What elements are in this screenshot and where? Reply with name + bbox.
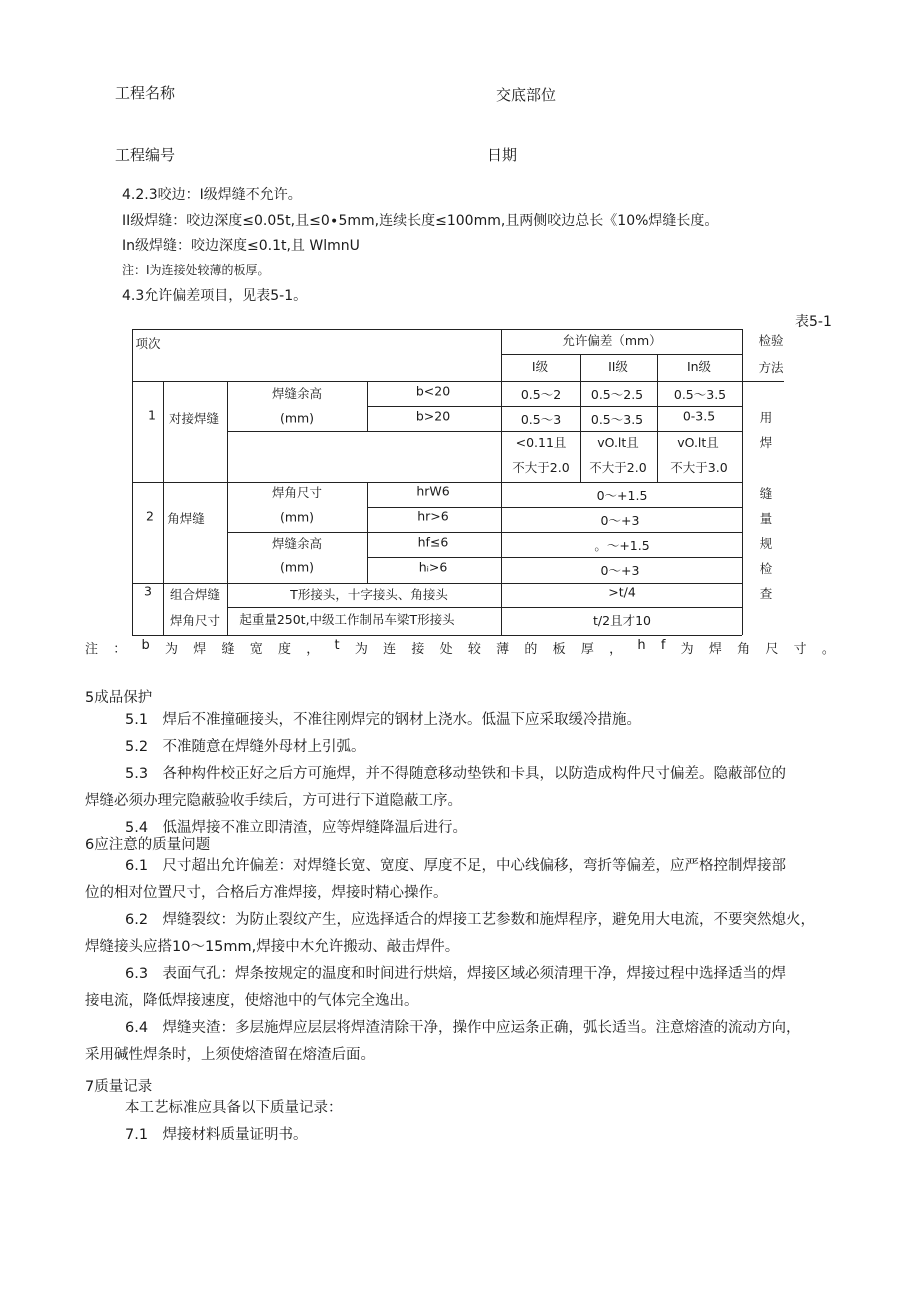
method-char-1: 用 xyxy=(759,410,773,425)
table-note-char: 寸 xyxy=(793,642,807,657)
clause-4-3-line: 4.3允许偏差项目，见表5-1。 xyxy=(122,288,308,304)
method-char-3: 缝 xyxy=(759,486,773,501)
table-note-char: 为 xyxy=(680,642,694,657)
section-6-body xyxy=(85,853,840,1069)
th-grade-3: In级 xyxy=(686,359,712,374)
r3-no: 3 xyxy=(144,583,152,599)
table-note-char: 较 xyxy=(467,642,481,657)
table-note-char: 处 xyxy=(439,642,453,657)
table-note-char: 为 xyxy=(354,642,368,657)
table-note-char: ， xyxy=(306,642,320,657)
table-note-char: 角 xyxy=(737,642,751,657)
handover-part-label: 交底部位 xyxy=(496,86,557,104)
section-5-body xyxy=(85,707,840,842)
r2-c1: hrW6 xyxy=(416,483,450,499)
table-note-char: f xyxy=(660,638,666,653)
section-5-2: 5.2 不准随意在焊缝外母材上引弧。 xyxy=(125,739,366,755)
r2-sub2a: 焊缝余高 xyxy=(271,536,323,551)
r1-c3-bot2: 不大于2.0 xyxy=(589,460,647,475)
th-item: 项次 xyxy=(135,336,161,351)
project-number-label: 工程编号 xyxy=(115,146,176,164)
r3-c2-v: t/2且才10 xyxy=(593,613,651,628)
table-note xyxy=(85,638,835,657)
table-note-char: 。 xyxy=(821,642,835,657)
clause-4-2-3-line1: 4.2.3咬边：I级焊缝不允许。 xyxy=(122,187,302,203)
method-char-7: 查 xyxy=(759,586,773,601)
table-note-char: t xyxy=(334,638,340,653)
table-note-char: 为 xyxy=(165,642,179,657)
table-note-char: 缝 xyxy=(221,642,235,657)
section-6-4a: 6.4 焊缝夹渣：多层施焊应层层将焊渣清除干净，操作中应运条正确，弧长适当。注意熔渣的流动方向， xyxy=(125,1020,801,1036)
method-char-2: 焊 xyxy=(759,435,773,450)
r1-c2-v2: 0.5～3.5 xyxy=(590,412,644,427)
section-5-4: 5.4 低温焊接不准立即清渣，应等焊缝降温后进行。 xyxy=(125,820,468,836)
r1-c2-v1: 0.5～3 xyxy=(520,412,562,427)
r1-no: 1 xyxy=(148,407,156,423)
table-note-char: b xyxy=(141,638,150,653)
r3-name2: 焊角尺寸 xyxy=(169,613,221,628)
table-note-char: ， xyxy=(609,642,623,657)
section-6-4b: 采用碱性焊条时，上须使熔渣留在熔渣后面。 xyxy=(85,1047,375,1063)
r3-c2: 起重量250t,中级工作制吊车梁T形接头 xyxy=(239,612,455,627)
section-7-intro: 本工艺标准应具备以下质量记录： xyxy=(125,1100,343,1116)
project-name-label: 工程名称 xyxy=(115,84,176,102)
r2-sub1a: 焊角尺寸 xyxy=(271,485,323,500)
r1-c2: b>20 xyxy=(415,408,451,424)
r2-name: 角焊缝 xyxy=(167,511,205,526)
table-note-char: 焊 xyxy=(708,642,722,657)
r3-c1-v: >t∕4 xyxy=(608,584,636,600)
section-6-1a: 6.1 尺寸超出允许偏差：对焊缝长宽、宽度、厚度不足，中心线偏移，弯折等偏差，应严格控制焊接部 xyxy=(125,858,787,874)
section-6-3b: 接电流，降低焊接速度，使熔池中的气体完全逸出。 xyxy=(85,993,419,1009)
r1-name: 对接焊缝 xyxy=(168,411,220,426)
r1-c2-v3: 0-3.5 xyxy=(682,408,716,424)
table-note-char: 尺 xyxy=(765,642,779,657)
r2-c4-v: 0～+3 xyxy=(600,563,640,578)
section-6-2a: 6.2 焊缝裂纹：为防止裂纹产生，应选择适合的焊接工艺参数和施焊程序，避免用大电流，不要突然熄火， xyxy=(125,912,816,928)
table-note-char: ： xyxy=(113,642,127,657)
section-5-3a: 5.3 各种构件校正好之后方可施焊，并不得随意移动垫铁和卡具，以防造成构件尺寸偏差。隐蔽部位的 xyxy=(125,766,787,782)
section-6-2b: 焊缝接头应搭10～15mm,焊接中木允许搬动、敲击焊件。 xyxy=(85,939,460,955)
th-check-1: 检验 xyxy=(758,333,784,348)
r1-c3-bot3: 不大于3.0 xyxy=(670,460,728,475)
table-note-char: 注 xyxy=(85,642,99,657)
r1-c1-v1: 0.5～2 xyxy=(520,387,562,402)
date-label: 日期 xyxy=(487,146,518,164)
clause-4-2-3-note: 注：I为连接处较薄的板厚。 xyxy=(122,263,270,277)
r1-c3-top2: vO.lt且 xyxy=(597,435,639,450)
section-6-3a: 6.3 表面气孔：焊条按规定的温度和时间进行烘焙，焊接区域必须清理干净，焊接过程中选择适当的焊 xyxy=(125,966,787,982)
table-note-char: 焊 xyxy=(193,642,207,657)
section-6-1b: 位的相对位置尺寸，合格后方准焊接，焊接时精心操作。 xyxy=(85,885,448,901)
section-5-title: 5成品保护 xyxy=(85,690,153,706)
r2-c2-v: 0～+3 xyxy=(600,513,640,528)
r1-c3-top1: <0.11且 xyxy=(515,435,567,450)
table-note-char: 薄 xyxy=(496,642,510,657)
section-6-title: 6应注意的质量问题 xyxy=(85,837,211,853)
r3-c1: T形接头，十字接头、角接头 xyxy=(290,587,448,602)
table-caption: 表5-1 xyxy=(795,314,832,330)
table-note-char: h xyxy=(637,638,646,653)
r2-sub2b: (mm) xyxy=(279,559,315,575)
r1-c3-top3: vO.lt且 xyxy=(677,435,719,450)
r2-c4: hᵢ>6 xyxy=(418,559,448,575)
r2-no: 2 xyxy=(146,508,154,524)
table-note-char: 接 xyxy=(411,642,425,657)
section-7-1: 7.1 焊接材料质量证明书。 xyxy=(125,1127,308,1143)
r2-c2: hr>6 xyxy=(417,508,449,524)
r1-c1-v2: 0.5～2.5 xyxy=(590,387,644,402)
r2-c3: hf≤6 xyxy=(417,534,449,550)
table-note-char: 度 xyxy=(278,642,292,657)
th-grade-2: II级 xyxy=(608,359,628,374)
table-note-char: 板 xyxy=(552,642,566,657)
th-allowed-deviation: 允许偏差（mm） xyxy=(562,333,662,348)
r1-sub1: 焊缝余高 xyxy=(271,386,323,401)
r2-c3-v: 。～+1.5 xyxy=(594,538,650,553)
table-note-char: 的 xyxy=(524,642,538,657)
section-5-1: 5.1 焊后不准撞砸接头，不准往刚焊完的钢材上浇水。低温下应采取缓冷措施。 xyxy=(125,712,642,728)
section-7-title: 7质量记录 xyxy=(85,1079,153,1095)
r2-c1-v: 0～+1.5 xyxy=(596,488,648,503)
method-char-6: 检 xyxy=(759,561,773,576)
th-check-2: 方法 xyxy=(758,360,784,375)
r3-name1: 组合焊缝 xyxy=(169,587,221,602)
r1-c1: b<20 xyxy=(415,383,451,399)
table-note-char: 宽 xyxy=(249,642,263,657)
r1-c3-bot1: 不大于2.0 xyxy=(512,460,570,475)
r2-sub1b: (mm) xyxy=(279,509,315,525)
r1-c1-v3: 0.5～3.5 xyxy=(673,387,727,402)
clause-4-2-3-line2: II级焊缝：咬边深度≤0.05t,且≤0∙5mm,连续长度≤100mm,且两侧咬边总长《10%焊缝长度。 xyxy=(122,213,719,229)
r1-sub2: (mm) xyxy=(279,410,315,426)
section-5-3b: 焊缝必须办理完隐蔽验收手续后，方可进行下道隐蔽工序。 xyxy=(85,793,462,809)
table-note-char: 连 xyxy=(383,642,397,657)
method-char-5: 规 xyxy=(759,536,773,551)
method-char-4: 量 xyxy=(759,511,773,526)
section-7-body xyxy=(85,1095,840,1149)
clause-4-2-3-line3: In级焊缝：咬边深度≤0.1t,且 WlmnU xyxy=(122,238,360,254)
table-note-char: 厚 xyxy=(580,642,594,657)
th-grade-1: I级 xyxy=(531,359,549,374)
